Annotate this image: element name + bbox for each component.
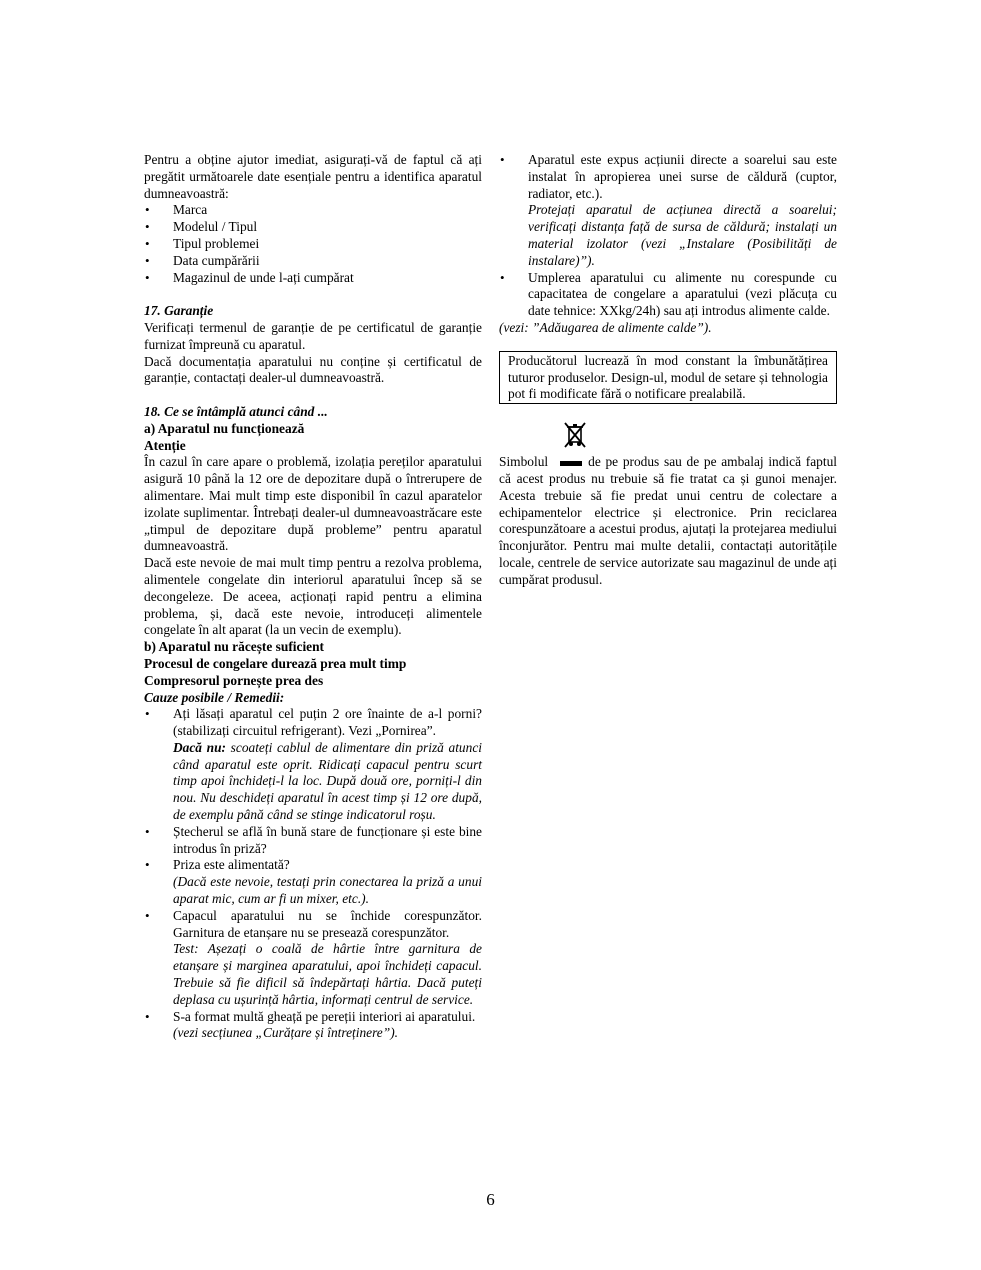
- remedy-text: (vezi: ”Adăugarea de alimente calde”).: [499, 319, 712, 335]
- right-column: [499, 152, 837, 589]
- remedy-text: (Dacă este nevoie, testați prin conectarea la priză a unui aparat mic, cum ar fi un mixer, etc.).: [173, 874, 482, 907]
- weee-symbol-area: [499, 420, 837, 454]
- remedy-lead: Dacă nu:: [173, 739, 227, 755]
- body-paragraph: În cazul în care apare o problemă, izolația pereților aparatului asigură 10 până la 12 ore de depozitare după o întrerupere de alimentare. Mai mult timp este disponibil în cazul aparatelor izolate suplimentar. Întrebați dealer-ul dumneavoastrăcare este „timpul de depozitare după probleme” pentru aparatul dumneavoastră.: [144, 454, 482, 554]
- weee-paragraph: Simbolul de pe produs sau de pe ambalaj indică faptul că acest produs nu trebuie să fie tratat ca și gunoi menajer. Acesta trebuie să fie predat unui centru de colectare a echipamentelor electrice și electronice. Prin reciclarea corespunzătoare a acestui produs, ajutați la protejarea mediului înconjurător. Pentru mai multe detalii, contactați autoritățile locale, centrele de service autorizate sau magazinul de unde ați cumpărat produsul.: [499, 454, 837, 587]
- cause-item: • Umplerea aparatului cu alimente nu corespunde cu capacitatea de congelare a aparatului (vezi plăcuța cu date tehnice: XXkg/24h) sau ați introdus alimente calde.: [499, 270, 837, 320]
- warranty-paragraph: Verificați termenul de garanție de pe certificatul de garanție furnizat împreună cu aparatul.: [144, 319, 482, 352]
- subheading: a) Aparatul nu funcționează: [144, 420, 305, 436]
- list-item: • Tipul problemei: [144, 236, 482, 253]
- cause-item: • Ștecherul se află în bună stare de funcționare și este bine introdus în priză?: [144, 824, 482, 858]
- subheading: Procesul de congelare durează prea mult timp: [144, 655, 407, 671]
- weee-bar-icon: [560, 461, 582, 466]
- intro-paragraph: Pentru a obține ajutor imediat, asigurați-vă de faptul că ați pregătit următoarele date esențiale pentru a identifica aparatul dumneavoastră:: [144, 152, 482, 201]
- cause-item: • Ați lăsați aparatul cel puțin 2 ore înainte de a-l porni? (stabilizați circuitul refrigerant). Vezi „Pornirea”. Dacă nu: scoateți cablul de alimentare din priză atunci când aparatul este oprit. Ridicați capacul pentru scurt timp apoi închideți-l la loc. După două ore, porniți-l din nou. Nu deschideți aparatul în acest timp și 12 ore după, de exemplu până când se stinge indicatorul roșu.: [144, 706, 482, 824]
- page-number: 6: [486, 1190, 495, 1209]
- warranty-heading: 17. Garanție: [144, 303, 214, 319]
- cause-item: • S-a format multă gheață pe pereții interiori ai aparatului. (vezi secțiunea „Curățare și întreținere”).: [144, 1009, 482, 1043]
- notice-text: Producătorul lucrează în mod constant la îmbunătățirea tuturor produselor. Design-ul, modul de setare și tehnologia pot fi modificate fără o notificare prealabilă.: [508, 352, 828, 402]
- left-column: [144, 152, 482, 1042]
- cause-item: • Aparatul este expus acțiunii directe a soarelui sau este instalat în apropierea unei surse de căldură (cuptor, radiator, etc.). Protejați aparatul de acțiunea directă a soarelui; verificați distanța față de sursa de căldură; instalați un material izolator (vezi „Instalare (Posibilități de instalare)”).: [499, 152, 837, 270]
- attention-label: Atenție: [144, 437, 186, 453]
- notice-box: [499, 351, 837, 404]
- remedy-text: (vezi secțiunea „Curățare și întreținere”).: [173, 1025, 399, 1041]
- subheading: b) Aparatul nu răcește suficient: [144, 639, 325, 655]
- causes-heading: Cauze posibile / Remedii:: [144, 689, 285, 705]
- warranty-paragraph: Dacă documentația aparatului nu conține și certificatul de garanție, contactați dealer-ul dumneavoastră.: [144, 353, 482, 386]
- cause-item: • Priza este alimentată? (Dacă este nevoie, testați prin conectarea la priză a unui aparat mic, cum ar fi un mixer, etc.).: [144, 857, 482, 907]
- list-item: • Modelul / Tipul: [144, 219, 482, 236]
- list-item: • Magazinul de unde l-ați cumpărat: [144, 270, 482, 287]
- list-item: • Data cumpărării: [144, 253, 482, 270]
- subheading: Compresorul pornește prea des: [144, 672, 324, 688]
- troubleshooting-heading: 18. Ce se întâmplă atunci când ...: [144, 403, 328, 419]
- list-item: • Marca: [144, 202, 482, 219]
- crossed-bin-icon: [563, 420, 587, 450]
- cause-item: • Capacul aparatului nu se închide corespunzător. Garnitura de etanșare nu se presează corespunzător. Test: Așezați o coală de hârtie între garnitura de etanșare și marginea aparatului, apoi închideți capacul. Trebuie să fie dificil să îndepărtați hârtia. Dacă puteți deplasa cu ușurință hârtia, informați centrul de service.: [144, 908, 482, 1009]
- remedy-text: Protejați aparatul de acțiunea directă a soarelui; verificați distanța față de sursa de căldură; instalați un material izolator (vezi „Instalare (Posibilități de instalare)”).: [528, 202, 837, 268]
- remedy-text: Test: Așezați o coală de hârtie între garnitura de etanșare și marginea aparatului, apoi închideți capacul. Trebuie să fie dificil să îndepărtați hârtia. Dacă puteți deplasa cu ușurință hârtia, informați centrul de service.: [173, 941, 482, 1007]
- body-paragraph: Dacă este nevoie de mai mult timp pentru a rezolva problema, alimentele congelate din interiorul aparatului încep să se decongeleze. De aceea, acționați rapid pentru a elimina problema, și, dacă este nevoie, introduceți alimentele congelate în alt aparat (la un vecin de exemplu).: [144, 555, 482, 638]
- remedy-text: scoateți cablul de alimentare din priză atunci când aparatul este oprit. Ridicați capacul pentru scurt timp apoi închideți-l la loc. După două ore, porniți-l din nou. Nu deschideți aparatul în acest timp și 12 ore după, de exemplu până când se stinge indicatorul roșu.: [173, 739, 482, 823]
